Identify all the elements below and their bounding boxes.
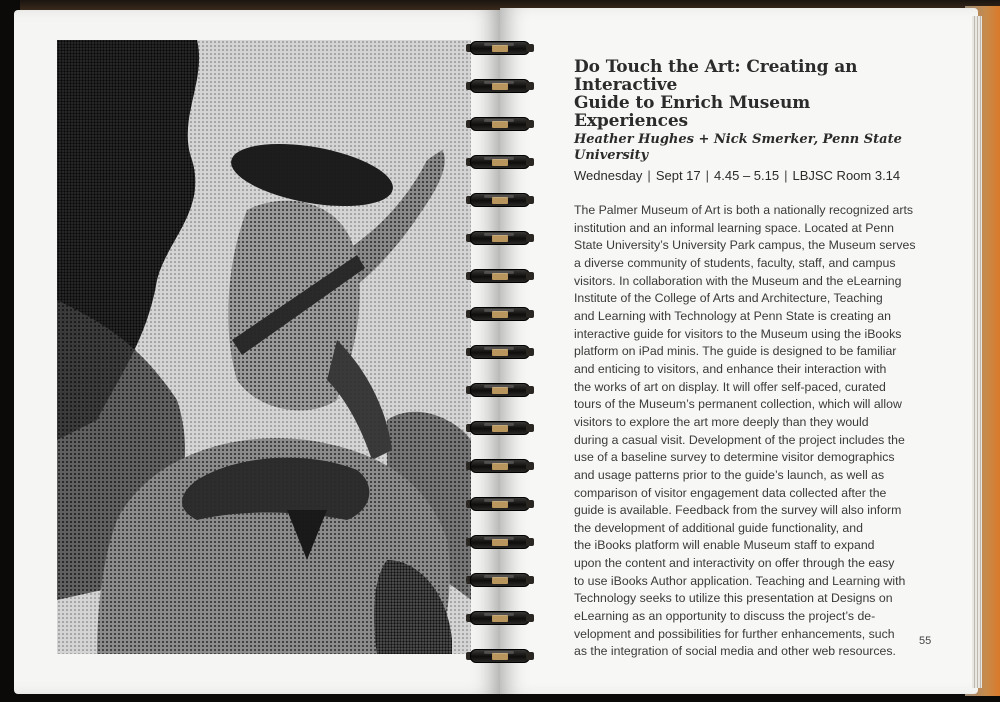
spiral-binding (462, 38, 538, 678)
description-line: and Learning with Technology at Penn State is creating an (574, 308, 891, 323)
description-line: velopment and possibilities for further enhancements, such (574, 626, 895, 641)
spiral-coil (462, 382, 538, 398)
description-line: the development of additional guide functionality, and (574, 520, 863, 535)
session-details (574, 168, 914, 184)
description-line: State University’s University Park campus, the Museum serves (574, 238, 916, 253)
spiral-coil (462, 534, 538, 550)
session-authors: Heather Hughes + Nick Smerker, Penn State University (574, 132, 902, 163)
separator: | (705, 168, 710, 183)
title-line: Guide to Enrich Museum Experiences (574, 93, 811, 131)
spiral-coil (462, 78, 538, 94)
description-line: Institute of the College of Arts and Architecture, Teaching (574, 291, 883, 306)
description-line: Technology seeks to utilize this presentation at Designs on (574, 591, 893, 606)
spiral-coil (462, 648, 538, 664)
description-line: the works of art on display. It will offer self-paced, curated (574, 379, 886, 394)
spiral-coil (462, 306, 538, 322)
statue-photo-image (57, 40, 471, 654)
spiral-coil (462, 458, 538, 474)
description-line: and enticing to visitors, and enhance their interaction with (574, 361, 887, 376)
description-line: interactive guide for visitors to the Museum using the iBooks (574, 326, 902, 341)
description-line: and usage patterns prior to the guide’s launch, as well as (574, 467, 885, 482)
description-line: comparison of visitor engagement data collected after the (574, 485, 887, 500)
page-number: 55 (919, 635, 932, 647)
description-line: visitors. In collaboration with the Museum and the eLearning (574, 273, 902, 288)
description-line: during a casual visit. Development of the project includes the (574, 432, 905, 447)
description-line: to use iBooks Author application. Teaching and Learning with (574, 573, 906, 588)
session-title (574, 58, 914, 130)
description-line: The Palmer Museum of Art is both a nationally recognized arts (574, 203, 914, 217)
session-description (574, 202, 914, 661)
session-room: LBJSC Room 3.14 (792, 168, 901, 183)
spiral-coil (462, 192, 538, 208)
spiral-coil (462, 116, 538, 132)
description-line: visitors to explore the art more deeply than they would (574, 414, 869, 429)
spiral-coil (462, 572, 538, 588)
session-time: 4.45 – 5.15 (714, 168, 780, 183)
description-line: the iBooks platform will enable Museum staff to expand (574, 538, 875, 553)
spiral-coil (462, 344, 538, 360)
description-line: platform on iPad minis. The guide is designed to be familiar (574, 344, 897, 359)
spiral-coil (462, 40, 538, 56)
spiral-coil (462, 610, 538, 626)
spiral-coil (462, 268, 538, 284)
page-stack-edge (972, 16, 982, 688)
description-line: as the integration of social media and other web resources. (574, 644, 896, 659)
statue-photo (57, 40, 471, 654)
separator: | (784, 168, 788, 183)
description-line: guide is available. Feedback from the survey will also inform (574, 503, 902, 518)
spiral-coil (462, 154, 538, 170)
session-date: Sept 17 (655, 168, 701, 183)
description-line: tours of the Museum’s permanent collection, which will allow (574, 397, 902, 412)
description-line: use of a baseline survey to determine visitor demographics (574, 450, 895, 465)
spiral-coil (462, 420, 538, 436)
description-line: a diverse community of students, faculty, staff, and campus (574, 255, 896, 270)
description-line: eLearning as an opportunity to discuss the project’s de- (574, 609, 876, 624)
separator: | (647, 168, 651, 183)
description-line: institution and an informal learning space. Located at Penn (574, 220, 894, 235)
session-article (574, 58, 914, 661)
title-line: Do Touch the Art: Creating an Interactive (574, 57, 858, 95)
spiral-coil (462, 496, 538, 512)
session-day: Wednesday (574, 168, 643, 183)
description-line: upon the content and interactivity on offer through the easy (574, 556, 895, 571)
spiral-coil (462, 230, 538, 246)
